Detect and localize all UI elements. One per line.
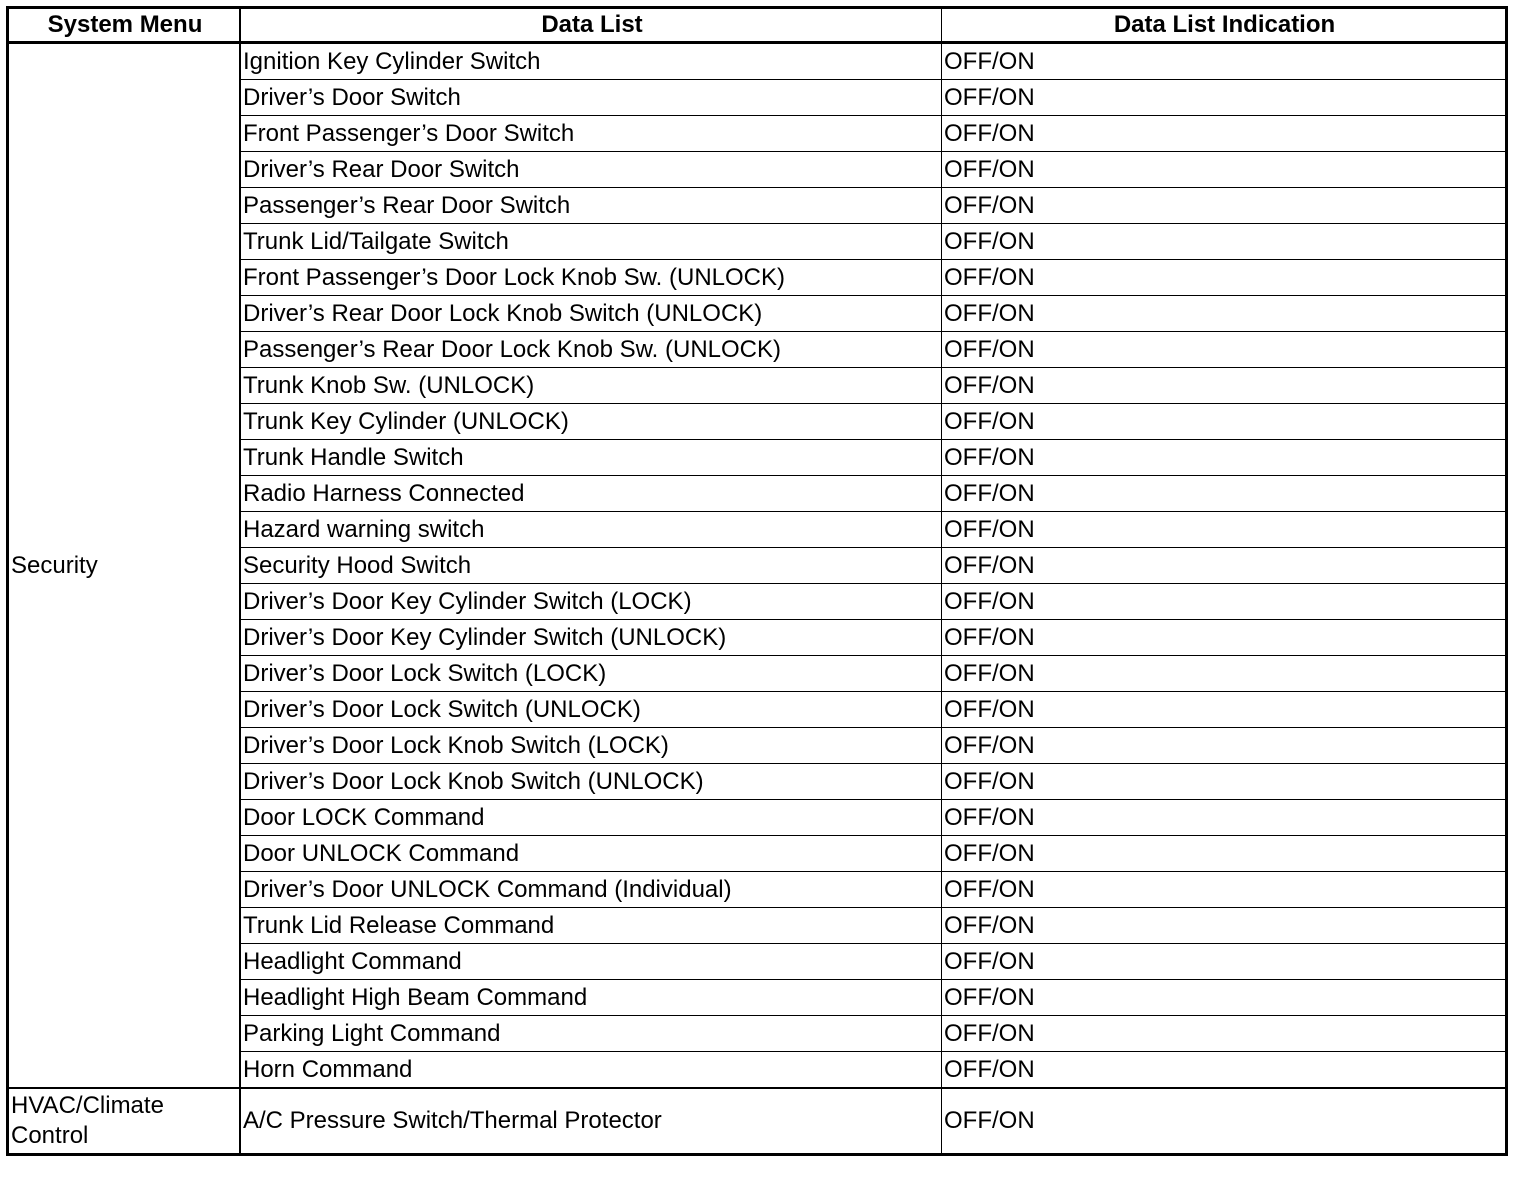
indication-value: OFF/ON <box>942 692 1507 728</box>
data-list-item: Trunk Knob Sw. (UNLOCK) <box>240 368 942 404</box>
data-list-item: Driver’s Door Lock Knob Switch (LOCK) <box>240 728 942 764</box>
indication-value: OFF/ON <box>942 908 1507 944</box>
table-row <box>8 1088 1507 1155</box>
data-list-item: A/C Pressure Switch/Thermal Protector <box>240 1088 942 1155</box>
indication-value: OFF/ON <box>942 116 1507 152</box>
indication-value: OFF/ON <box>942 656 1507 692</box>
system-menu-cell: HVAC/Climate Control <box>8 1088 241 1155</box>
data-list-item: Driver’s Door Lock Switch (LOCK) <box>240 656 942 692</box>
indication-value: OFF/ON <box>942 80 1507 116</box>
data-list-item: Radio Harness Connected <box>240 476 942 512</box>
indication-value: OFF/ON <box>942 980 1507 1016</box>
indication-value: OFF/ON <box>942 43 1507 80</box>
data-list-item: Driver’s Door Key Cylinder Switch (UNLOCK) <box>240 620 942 656</box>
indication-value: OFF/ON <box>942 512 1507 548</box>
indication-value: OFF/ON <box>942 224 1507 260</box>
data-list-item: Front Passenger’s Door Switch <box>240 116 942 152</box>
indication-value: OFF/ON <box>942 1016 1507 1052</box>
data-list-item: Trunk Lid/Tailgate Switch <box>240 224 942 260</box>
data-list-item: Ignition Key Cylinder Switch <box>240 43 942 80</box>
data-list-item: Door LOCK Command <box>240 800 942 836</box>
header-indication: Data List Indication <box>942 8 1507 43</box>
data-list-item: Driver’s Rear Door Switch <box>240 152 942 188</box>
indication-value: OFF/ON <box>942 872 1507 908</box>
data-list-item: Headlight Command <box>240 944 942 980</box>
indication-value: OFF/ON <box>942 620 1507 656</box>
data-list-item: Front Passenger’s Door Lock Knob Sw. (UNLOCK) <box>240 260 942 296</box>
data-list-item: Trunk Lid Release Command <box>240 908 942 944</box>
header-data-list: Data List <box>240 8 942 43</box>
indication-value: OFF/ON <box>942 584 1507 620</box>
data-list-item: Hazard warning switch <box>240 512 942 548</box>
indication-value: OFF/ON <box>942 368 1507 404</box>
data-list-item: Driver’s Door Key Cylinder Switch (LOCK) <box>240 584 942 620</box>
indication-value: OFF/ON <box>942 332 1507 368</box>
indication-value: OFF/ON <box>942 1088 1507 1155</box>
data-list-item: Trunk Handle Switch <box>240 440 942 476</box>
indication-value: OFF/ON <box>942 764 1507 800</box>
indication-value: OFF/ON <box>942 260 1507 296</box>
indication-value: OFF/ON <box>942 296 1507 332</box>
indication-value: OFF/ON <box>942 152 1507 188</box>
indication-value: OFF/ON <box>942 440 1507 476</box>
header-row <box>8 8 1507 43</box>
data-list-item: Parking Light Command <box>240 1016 942 1052</box>
indication-value: OFF/ON <box>942 728 1507 764</box>
indication-value: OFF/ON <box>942 1052 1507 1089</box>
data-list-item: Horn Command <box>240 1052 942 1089</box>
data-list-item: Headlight High Beam Command <box>240 980 942 1016</box>
system-menu-cell: Security <box>8 43 241 1089</box>
data-list-item: Driver’s Door Switch <box>240 80 942 116</box>
data-list-item: Driver’s Door Lock Knob Switch (UNLOCK) <box>240 764 942 800</box>
indication-value: OFF/ON <box>942 836 1507 872</box>
data-list-item: Driver’s Rear Door Lock Knob Switch (UNLOCK) <box>240 296 942 332</box>
table-body <box>8 43 1507 1155</box>
data-list-item: Passenger’s Rear Door Lock Knob Sw. (UNLOCK) <box>240 332 942 368</box>
data-list-item: Security Hood Switch <box>240 548 942 584</box>
data-list-item: Door UNLOCK Command <box>240 836 942 872</box>
data-list-table <box>6 6 1508 1156</box>
indication-value: OFF/ON <box>942 404 1507 440</box>
data-list-item: Trunk Key Cylinder (UNLOCK) <box>240 404 942 440</box>
indication-value: OFF/ON <box>942 188 1507 224</box>
data-list-item: Driver’s Door Lock Switch (UNLOCK) <box>240 692 942 728</box>
indication-value: OFF/ON <box>942 944 1507 980</box>
data-list-item: Driver’s Door UNLOCK Command (Individual) <box>240 872 942 908</box>
data-list-item: Passenger’s Rear Door Switch <box>240 188 942 224</box>
table-row <box>8 43 1507 80</box>
indication-value: OFF/ON <box>942 476 1507 512</box>
indication-value: OFF/ON <box>942 800 1507 836</box>
indication-value: OFF/ON <box>942 548 1507 584</box>
header-system-menu: System Menu <box>8 8 241 43</box>
